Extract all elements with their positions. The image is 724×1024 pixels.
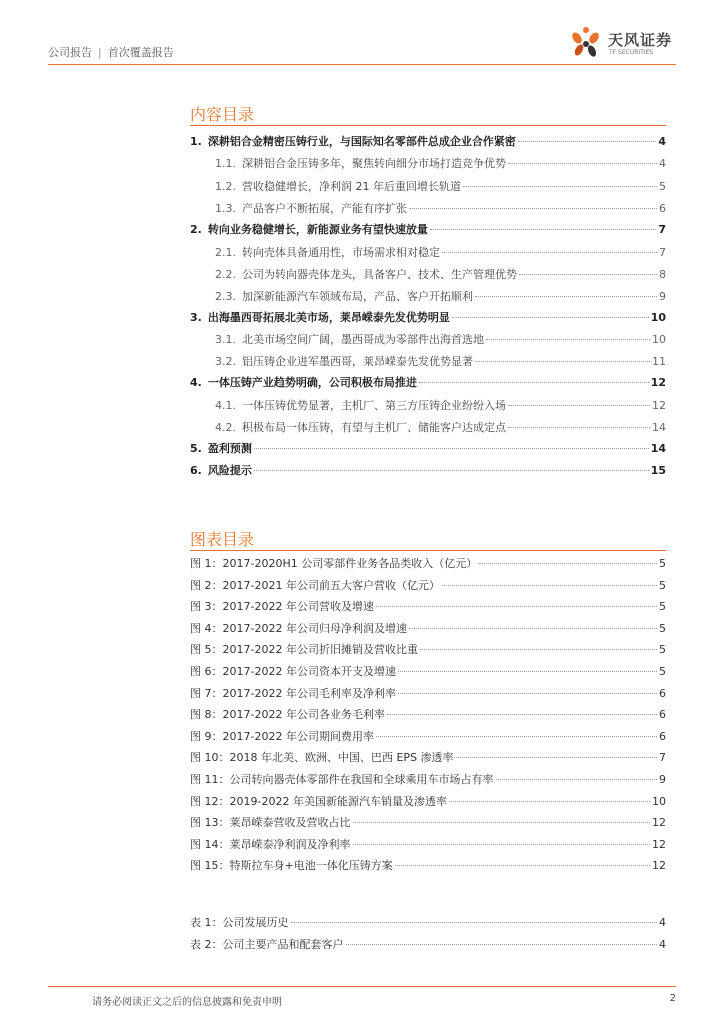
figure-link[interactable]: [190, 577, 666, 595]
toc-entry-text: [215, 353, 473, 369]
figure-link[interactable]: [190, 685, 666, 703]
dot-leader: [479, 563, 657, 564]
dot-leader: [475, 361, 650, 362]
toc-title: 内容目录: [190, 105, 255, 124]
dot-leader: [254, 448, 649, 449]
figure-link[interactable]: [190, 706, 666, 724]
figure-link-label: 图 5：2017-2022 年公司折旧摊销及营收比重: [190, 643, 418, 657]
dot-leader: [409, 628, 657, 629]
toc-entry-number: 4.1.: [215, 399, 236, 412]
dot-leader: [420, 649, 657, 650]
toc-entry-number: 1.2.: [215, 180, 236, 193]
toc-entry-number: 1.3.: [215, 202, 236, 215]
toc-entry-page: 4: [658, 135, 666, 148]
dot-leader: [409, 208, 657, 209]
toc-chapter-link[interactable]: [190, 221, 666, 239]
dot-leader: [387, 714, 657, 715]
toc-section-link[interactable]: [215, 266, 666, 284]
dot-leader: [398, 671, 657, 672]
toc-entry-page: 10: [650, 311, 666, 324]
toc-entry-number: 5.: [190, 442, 202, 455]
figure-link-page: 5: [659, 665, 666, 678]
figure-link-page: 6: [659, 686, 666, 700]
table-link-page: 4: [659, 916, 666, 929]
figure-link[interactable]: [190, 771, 666, 789]
toc-entry-page: 5: [659, 180, 666, 193]
toc-entry-page: 12: [650, 376, 666, 389]
dot-leader: [376, 606, 657, 607]
figure-link-page: 6: [659, 729, 666, 743]
toc-entry-label: 盈利预测: [207, 442, 252, 455]
dot-leader: [452, 317, 649, 318]
toc-entry-label: 深耕铝合金压铸多年，聚焦转向细分市场打造竞争优势: [242, 157, 506, 170]
dot-leader: [456, 757, 657, 758]
toc-section-link[interactable]: [215, 397, 666, 415]
figure-link-page: 12: [652, 859, 666, 873]
toc-entry-label: 深耕铝合金精密压铸行业，与国际知名零部件总成企业合作紧密: [207, 135, 516, 148]
toc-entry-text: [190, 309, 450, 325]
toc-entry-number: 3.: [190, 311, 202, 324]
dot-leader: [254, 470, 649, 471]
figure-link-label: 图 14：莱昂嵘泰净利润及净利率: [190, 837, 351, 851]
figure-link[interactable]: [190, 793, 666, 811]
figure-link[interactable]: [190, 620, 666, 638]
toc-entry-label: 加深新能源汽车领域布局，产品、客户开拓顺利: [242, 290, 473, 303]
toc-entry-page: 7: [659, 246, 666, 259]
figure-link[interactable]: [190, 728, 666, 746]
dot-leader: [291, 922, 658, 923]
brand-name-en: TF SECURITIES: [609, 49, 654, 56]
toc-entry-text: [215, 331, 484, 347]
toc-entry-label: 北美市场空间广阔，墨西哥成为零部件出海首选地: [242, 333, 484, 346]
figure-link[interactable]: [190, 663, 666, 681]
toc-entry-label: 出海墨西哥拓展北美市场，莱昂嵘泰先发优势明显: [207, 311, 450, 324]
table-link[interactable]: [190, 936, 666, 954]
figure-link[interactable]: [190, 814, 666, 832]
figure-link-label: 图 11：公司转向器壳体零部件在我国和全球乘用车市场占有率: [190, 773, 494, 786]
figure-link-label: 图 7：2017-2022 年公司毛利率及净利率: [190, 686, 396, 700]
toc-entry-label: 风险提示: [207, 464, 252, 477]
report-subtype: 首次覆盖报告: [107, 46, 174, 59]
toc-entry-number: 3.2.: [215, 355, 236, 368]
header-separator: |: [98, 46, 102, 59]
toc-entry-number: 4.2.: [215, 421, 236, 434]
toc-entry-text: [215, 178, 461, 194]
toc-entry-page: 14: [650, 442, 666, 455]
footer-disclaimer: 请务必阅读正文之后的信息披露和免责申明: [92, 997, 282, 1008]
figure-link-label: 图 12：2019-2022 年美国新能源汽车销量及渗透率: [190, 794, 447, 808]
dot-leader: [353, 844, 651, 845]
toc-entry-page: 15: [650, 464, 666, 477]
table-link-label: 表 1：公司发展历史: [190, 916, 289, 929]
figure-link-page: 9: [659, 773, 666, 786]
dot-leader: [496, 779, 658, 780]
toc-entry-page: 11: [652, 355, 666, 368]
toc-entry-label: 积极布局一体压铸，有望与主机厂、储能客户达成定点: [242, 421, 506, 434]
toc-entry-number: 4.: [190, 376, 202, 389]
toc-entry-number: 6.: [190, 464, 202, 477]
toc-section-link[interactable]: [215, 419, 666, 437]
brand-logo: [568, 24, 678, 64]
toc-entry-number: 2.: [190, 223, 202, 236]
figure-link-label: 图 9：2017-2022 年公司期间费用率: [190, 729, 374, 743]
figure-link-label: 图 15：特斯拉车身+电池一体化压铸方案: [190, 859, 393, 873]
figure-link-page: 7: [659, 751, 666, 765]
header-divider: [48, 64, 676, 65]
dot-leader: [346, 944, 658, 945]
toc-entry-text: [190, 133, 516, 149]
toc-entry-page: 6: [659, 202, 666, 215]
toc-entry-page: 14: [652, 421, 666, 434]
figure-link-page: 5: [659, 600, 666, 614]
figure-link[interactable]: [190, 857, 666, 875]
figure-link-label: 图 3：2017-2022 年公司营收及增速: [190, 600, 374, 614]
figure-link-page: 5: [659, 621, 666, 635]
toc-entry-number: 1.: [190, 135, 202, 148]
toc-entry-page: 4: [659, 157, 666, 170]
figures-title: 图表目录: [190, 530, 255, 549]
figure-link[interactable]: [190, 641, 666, 659]
toc-entry-text: [215, 397, 506, 413]
toc-chapter-link[interactable]: [190, 133, 666, 151]
table-link-label: 表 2：公司主要产品和配套客户: [190, 938, 344, 951]
toc-entry-text: [215, 288, 473, 304]
dot-leader: [353, 822, 651, 823]
figures-title-divider: [190, 550, 666, 551]
toc-entry-label: 一体压铸优势显著，主机厂、第三方压铸企业纷纷入场: [242, 399, 506, 412]
toc-entry-page: 9: [659, 290, 666, 303]
dot-leader: [519, 274, 657, 275]
page-number: 2: [669, 993, 676, 1004]
toc-entry-number: 2.2.: [215, 268, 236, 281]
toc-entry-text: [215, 155, 506, 171]
toc-entry-text: [190, 440, 252, 456]
brand-name-cn: 天风证券: [608, 31, 673, 49]
figure-link[interactable]: [190, 598, 666, 616]
dot-leader: [398, 693, 657, 694]
figure-link-page: 10: [652, 794, 666, 808]
dot-leader: [376, 736, 657, 737]
dot-leader: [419, 382, 649, 383]
dot-leader: [486, 339, 650, 340]
dot-leader: [475, 296, 657, 297]
dot-leader: [508, 163, 657, 164]
toc-title-divider: [190, 125, 666, 126]
toc-chapter-link[interactable]: [190, 440, 666, 458]
dot-leader: [442, 585, 657, 586]
toc-entry-label: 一体压铸产业趋势明确，公司积极布局推进: [207, 376, 417, 389]
figure-link[interactable]: [190, 836, 666, 854]
toc-entry-label: 铝压铸企业进军墨西哥，莱昂嵘泰先发优势显著: [242, 355, 473, 368]
dot-leader: [430, 229, 657, 230]
toc-entry-label: 公司为转向器壳体龙头，具备客户、技术、生产管理优势: [242, 268, 517, 281]
toc-section-link[interactable]: [215, 331, 666, 349]
toc-entry-page: 8: [659, 268, 666, 281]
toc-section-link[interactable]: [215, 353, 666, 371]
table-link-page: 4: [659, 938, 666, 951]
toc-entry-text: [215, 419, 506, 435]
figure-link-page: 5: [659, 557, 666, 570]
dot-leader: [508, 427, 650, 428]
figure-link-page: 5: [659, 578, 666, 592]
figure-link-label: 图 13：莱昂嵘泰营收及营收占比: [190, 816, 351, 830]
toc-section-link[interactable]: [215, 155, 666, 173]
toc-entry-text: [190, 221, 428, 237]
toc-section-link[interactable]: [215, 288, 666, 306]
toc-chapter-link[interactable]: [190, 374, 666, 392]
toc-entry-label: 转向壳体具备通用性，市场需求相对稳定: [242, 246, 440, 259]
toc-chapter-link[interactable]: [190, 309, 666, 327]
dot-leader: [449, 801, 650, 802]
figure-link[interactable]: [190, 749, 666, 767]
toc-section-link[interactable]: [215, 244, 666, 262]
toc-entry-page: 10: [652, 333, 666, 346]
toc-entry-text: [190, 462, 252, 478]
toc-entry-label: 产品客户不断拓展，产能有序扩张: [242, 202, 407, 215]
toc-entry-number: 1.1.: [215, 157, 236, 170]
figure-link-page: 12: [652, 837, 666, 851]
brand-logo-icon: [568, 24, 604, 60]
footer-divider: [48, 986, 676, 987]
toc-entry-text: [215, 266, 517, 282]
report-type: [48, 44, 174, 60]
figure-link-label: 图 4：2017-2022 年公司归母净利润及增速: [190, 621, 407, 635]
toc-entry-number: 2.3.: [215, 290, 236, 303]
figure-link-label: 图 2：2017-2021 年公司前五大客户营收（亿元）: [190, 578, 440, 592]
figure-link-page: 5: [659, 643, 666, 657]
toc-entry-page: 7: [658, 223, 666, 236]
figure-link-page: 6: [659, 708, 666, 722]
toc-entry-label: 营收稳健增长，净利润 21 年后重回增长轨道: [242, 180, 461, 193]
dot-leader: [518, 141, 657, 142]
dot-leader: [442, 252, 657, 253]
figure-link-page: 12: [652, 816, 666, 830]
figure-link[interactable]: [190, 555, 666, 573]
figure-link-label: 图 1：2017-2020H1 公司零部件业务各品类收入（亿元）: [190, 557, 478, 570]
toc-section-link[interactable]: [215, 200, 666, 218]
toc-entry-text: [215, 200, 407, 216]
toc-entry-label: 转向业务稳健增长，新能源业务有望快速放量: [207, 223, 428, 236]
toc-entry-page: 12: [652, 399, 666, 412]
figure-link-label: 图 10：2018 年北美、欧洲、中国、巴西 EPS 渗透率: [190, 751, 454, 765]
toc-section-link[interactable]: [215, 178, 666, 196]
toc-entry-text: [215, 244, 440, 260]
dot-leader: [508, 405, 650, 406]
toc-entry-number: 3.1.: [215, 333, 236, 346]
toc-chapter-link[interactable]: [190, 462, 666, 480]
report-category: 公司报告: [48, 46, 92, 59]
toc-entry-number: 2.1.: [215, 246, 236, 259]
figure-link-label: 图 6：2017-2022 年公司资本开支及增速: [190, 665, 396, 678]
figure-link-label: 图 8：2017-2022 年公司各业务毛利率: [190, 708, 385, 722]
toc-entry-text: [190, 374, 417, 390]
dot-leader: [395, 865, 650, 866]
dot-leader: [463, 186, 657, 187]
table-link[interactable]: [190, 914, 666, 932]
